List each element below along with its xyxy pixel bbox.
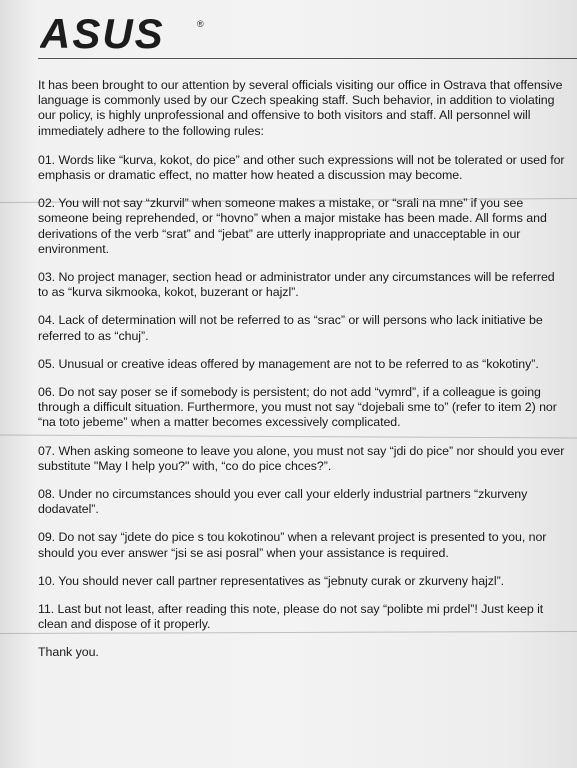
rule-item: 04. Lack of determination will not be referred to as “srac” or will persons who lack initiative be referred to as “chuj”.	[38, 313, 543, 343]
memo-intro: It has been brought to our attention by several officials visiting our office in Ostrava that offensive language is commonly used by our Czech speaking staff. Such behavior, in addition to violating our policy, is highly unprofessional and offensive to both visitors and staff. All personnel will immediately adhere to the following rules:	[38, 78, 563, 138]
rule-item: 08. Under no circumstances should you ever call your elderly industrial partners “zkurveny dodavatel”.	[38, 487, 528, 517]
closing-line: Thank you.	[38, 645, 99, 660]
svg-text:ASUS: ASUS	[40, 14, 165, 54]
rule-item: 09. Do not say “jdete do pice s tou kokotinou” when a relevant project is presented to you, nor should you ever answer “jsi se asi posral” when your assistance is required.	[38, 530, 547, 560]
asus-logo	[40, 14, 210, 54]
rule-item: 02. You will not say “zkurvil” when someone makes a mistake, or “srali na mne” if you see someone being reprehended, or “hovno” when a major mistake has been made. All forms and derivations of the verb “srat” and “jebat” are utterly inappropriate and unacceptable in our environment.	[38, 196, 547, 256]
rule-item: 05. Unusual or creative ideas offered by management are not to be referred to as “kokotiny”.	[38, 356, 539, 371]
rule-item: 03. No project manager, section head or administrator under any circumstances will be referred to as “kurva sikmooka, kokot, buzerant or hajzl”.	[38, 270, 555, 300]
rule-item: 10. You should never call partner representatives as “jebnuty curak or zkurveny hajzl”.	[38, 573, 505, 588]
header-rule	[38, 58, 577, 59]
rule-item: 07. When asking someone to leave you alone, you must not say “jdi do pice” nor should you ever substitute "May I help you?" with, “co do pice chces?”.	[38, 443, 565, 473]
memo-body	[38, 78, 566, 674]
rule-item: 01. Words like “kurva, kokot, do pice” and other such expressions will not be tolerated or used for emphasis or dramatic effect, no matter how heated a discussion may become.	[38, 152, 565, 183]
rule-item: 06. Do not say poser se if somebody is persistent; do not add “vymrd”, if a colleague is going through a difficult situation. Furthermore, you must not say “dojebali sme to” (refer to item 2) nor “na toto jebeme” when a matter becomes excessively complicated.	[38, 385, 557, 430]
rule-item: 11. Last but not least, after reading this note, please do not say “polibte mi prdel”! Just keep it clean and dispose of it properly.	[38, 602, 544, 632]
svg-text:®: ®	[197, 19, 204, 29]
